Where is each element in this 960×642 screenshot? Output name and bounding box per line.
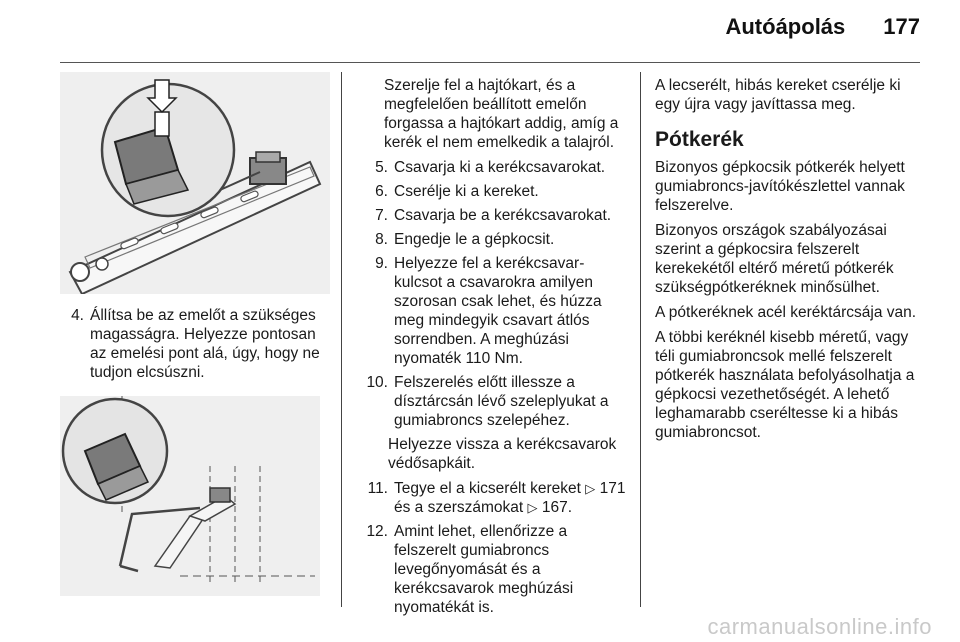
column-divider-1 [341,72,342,607]
step-12 [352,522,630,617]
step-number: 11. [367,480,388,497]
step-11-pre: Tegye el a kicserélt kereket [394,480,581,497]
paragraph: Bizonyos gépkocsik pótkerék helyett gumiabroncs-javítókészlettel vannak felszerelve. [655,159,905,214]
step-6 [352,182,630,201]
page-ref-arrow-icon: ▷ [585,481,596,496]
page-ref-2[interactable]: 167 [541,499,568,516]
step-number: 8. [375,231,388,248]
step-text: Állítsa be az emelőt a szükséges magasságra. Helyezze pontosan az emelési pont alá, úgy, hogy ne tudjon elcsúszni. [90,307,320,381]
step-text: Engedje le a gépkocsit. [394,231,555,248]
step-11-post: . [567,499,573,516]
section-title: Autóápolás [725,14,846,39]
step-7 [352,206,630,225]
step-5 [352,158,630,177]
intro-paragraph: A lecserélt, hibás kereket cserélje ki egy újra vagy javíttassa meg. [655,77,901,113]
step-number: 12. [366,523,388,540]
step-text [394,479,630,517]
step-9 [352,254,630,368]
page-ref-1[interactable]: 171 [599,480,626,497]
jack-placement-illustration [60,396,320,596]
step-number: 6. [375,183,388,200]
watermark: carmanualsonline.info [707,614,932,639]
step-number: 10. [366,374,388,391]
step-4-continued: Szerelje fel a hajtókart, és a megfelelően beállított emelőn forgassa a hajtókart addig, amíg a kerék el nem emelkedik a talajról. [384,77,619,151]
step-number: 4. [71,307,84,324]
step-11 [352,479,630,517]
column-1 [60,72,330,596]
page-header [725,14,920,40]
step-text: Csavarja be a kerékcsavarokat. [394,207,612,224]
paragraph: A többi keréknél kisebb méretű, vagy téli gumiabroncsok mellé felszerelt pótkerék használata befolyásolhatja a gépkocsi vezethetőségét. A lehető leghamarabb cseréltesse ki a hibás gumiabroncsot. [655,329,915,441]
step-4 [60,306,330,382]
step-number: 5. [375,159,388,176]
step-text: Amint lehet, ellenőrizze a felszerelt gumiabroncs levegőnyomását és a kerékcsavarok meghúzási nyomatékát is. [394,523,574,616]
column-divider-2 [640,72,641,607]
column-2 [352,76,630,622]
paragraph: Bizonyos országok szabályozásai szerint a gépkocsira felszerelt kerekekétől eltérő méretű pótkerék szükségpótkeréknek minősülhet. [655,222,894,296]
page-ref-arrow-icon: ▷ [527,500,538,515]
step-text: Cserélje ki a kereket. [394,183,539,200]
header-rule [60,62,920,63]
step-text: Felszerelés előtt illessze a dísztárcsán lévő szeleplyukat a gumiabroncs szelepéhez. [394,374,609,429]
paragraph: A pótkeréknek acél keréktárcsája van. [655,304,917,321]
step-10-extra: Helyezze vissza a kerékcsavarok védősapkáit. [388,436,617,472]
step-11-mid: és a szerszámokat [394,499,524,516]
step-number: 9. [375,255,388,272]
page-number: 177 [883,14,920,39]
jack-closeup-illustration [60,72,330,294]
column-3 [655,76,927,448]
step-10 [352,373,630,430]
section-heading: Pótkerék [655,128,744,151]
step-text: Csavarja ki a kerékcsavarokat. [394,159,606,176]
step-text: Helyezze fel a kerékcsavar-kulcsot a csavarokra amilyen szorosan csak lehet, és húzza meg mindegyik csavart átlós sorrendben. A meghúzási nyomaték 110 Nm. [394,255,602,367]
step-8 [352,230,630,249]
step-number: 7. [375,207,388,224]
